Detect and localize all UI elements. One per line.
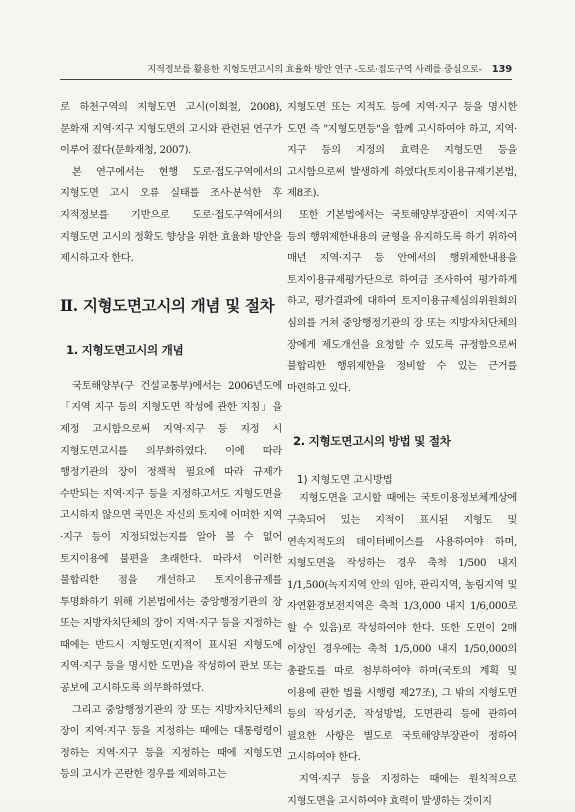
subsection-heading: 1. 지형도면고시의 개념 [66,342,184,357]
minor-heading: 1) 지형도면 고시방법 [297,475,393,487]
right-column [287,97,517,812]
subsection-heading: 2. 지형도면고시의 방법 및 절차 [293,434,451,449]
header-rule [60,79,512,80]
paragraph: 또한 기본법에서는 국토해양부장관이 지역·지구 등의 행위제한내용의 균형을 유지하도록 하기 위하여 매년 지역·지구 등 안에서의 행위제한내용을 토지이용규제평가단으로 하여금 조사하여 평가하게 하고, 평가결과에 대하여 토지이용규제심의위원회의 심의를 거쳐 중앙행정기관의 장 또는 지방자치단체의 장에게 제도개선을 요청할 수 있도록 규정함으로써 불합리한 행위제한을 정비할 수 있는 근거를 마련하고 있다. [287,208,517,394]
paragraph: 국토해양부(구 건설교통부)에서는 2006년도에 「지역 지구 등의 지형도면 작성에 관한 지침」을 제정 고시함으로써 지역·지구 등 지정 시 지형도면고시를 의무화하였다. 이에 따라 행정기관의 장이 정책적 필요에 따라 규제가 수반되는 지역·지구 등을 지정하고서도 지형도면을 고시하지 않으면 국민은 자신의 토지에 어떠한 지역·지구 등이 지정되었는지를 알아 볼 수 없어 토지이용에 불편을 초래한다. 따라서 이러한 불합리한 점을 개선하고 토지이용규제를 투명화하기 위해 기본법에서는 중앙행정기관의 장 또는 지방자치단체의 장이 지역·지구 등을 지정하는 때에는 반드시 지형도면(지적이 표시된 지형도에 지역·지구 등을 명시한 도면)을 작성하여 관보 또는 공보에 고시하도록 의무화하였다. [60,379,282,695]
page-number: 139 [491,64,512,75]
paragraph: 로 하천구역의 지형도면 고시(이희철, 2008), 문화재 지역·지구 지형도면의 고시와 관련된 연구가 이루어 졌다(문화재청, 2007). [60,101,282,157]
paragraph: 지형도면 또는 지적도 등에 지역·지구 등을 명시한 도면 즉 "지형도면등"을 함께 고시하여야 하고, 지역·지구 등의 지정의 효력은 지형도면 등을 고시함으로써 발생하게 하였다(토지이용규제기본법, 제8조). [287,101,517,200]
paragraph: 그리고 중앙행정기관의 장 또는 지방자치단체의 장이 지역·지구 등을 지정하는 때에는 대통령령이 정하는 지역·지구 등을 지정하는 때에 지형도면 등의 고시가 곤란한 경우를 제외하고는 [60,703,282,781]
left-column [60,97,282,786]
section-heading: Ⅱ. 지형도면고시의 개념 및 절차 [60,295,275,315]
paragraph: 본 연구에서는 현행 도로·접도구역에서의 지형도면 고시 오류 실태를 조사·분석한 후 지적정보를 기반으로 도로·접도구역에서의 지형도면 고시의 정확도 향상을 위한 효율화 방안을 제시하고자 한다. [60,165,282,265]
running-header [60,61,512,75]
paragraph: 지형도면을 고시할 때에는 국토이용정보체계상에 구축되어 있는 지적이 표시된 지형도 및 연속지적도의 데이터베이스를 사용하여야 하며, 지형도면을 작성하는 경우 축척 1/500 내지 1/1,500(녹지지역 안의 임야, 관리지역, 농림지역 및 자연환경보전지역은 축척 1/3,000 내지 1/6,000로 할 수 있음)로 작성하여야 한다. 또한 도면이 2매 이상인 경우에는 축척 1/5,000 내지 1/50,000의 총괄도를 따로 첨부하여야 하며(국토의 계획 및 이용에 관한 법률 시행령 제27조), 그 밖의 지형도면 등의 작성기준, 작성방법, 도면관리 등에 관하여 필요한 사항은 별도로 국토해양부장관이 정하여 고시하여야 한다. [287,492,517,764]
paragraph: 지역·지구 등을 지정하는 때에는 원칙적으로 지형도면을 고시하여야 효력이 발생하는 것이지 [287,773,517,807]
running-title: 지적정보를 활용한 지형도면고시의 효율화 방안 연구 -도로·접도구역 사례를 중심으로- [147,64,482,75]
